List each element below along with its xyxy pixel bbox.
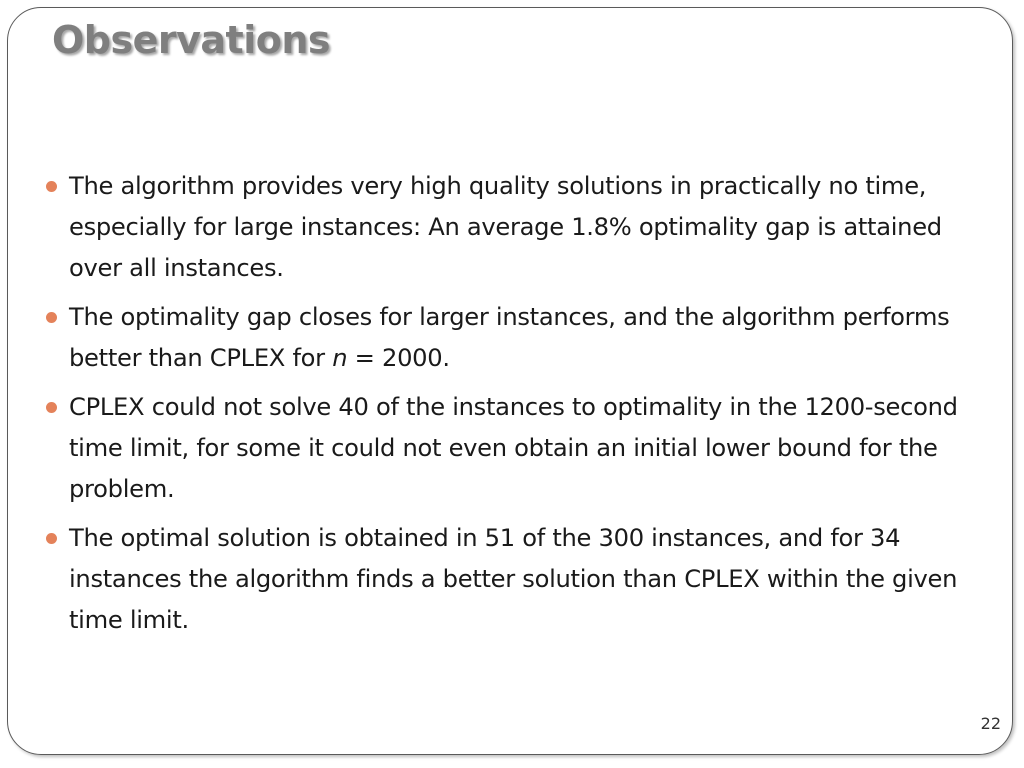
- bullet-item: [44, 297, 964, 379]
- bullet-item: [44, 166, 964, 289]
- bullet-dot-icon: [46, 312, 57, 323]
- bullet-text: CPLEX could not solve 40 of the instances to optimality in the 1200-second time limit, for some it could not even obtain an initial lower bound for the problem.: [69, 393, 958, 503]
- bullet-dot-icon: [46, 533, 57, 544]
- bullet-dot-icon: [46, 402, 57, 413]
- bullet-text: The optimal solution is obtained in 51 of the 300 instances, and for 34 instances the algorithm finds a better solution than CPLEX within the given time limit.: [69, 524, 958, 634]
- bullet-dot-icon: [46, 181, 57, 192]
- bullet-text-before: The optimality gap closes for larger instances, and the algorithm performs better than CPLEX for: [69, 303, 950, 372]
- bullet-text: The algorithm provides very high quality solutions in practically no time, especially for large instances: An average 1.8% optimality gap is attained over all instances.: [69, 172, 942, 282]
- slide-title: Observations: [52, 18, 331, 62]
- bullet-text-after: = 2000.: [347, 344, 450, 372]
- bullet-item: [44, 387, 964, 510]
- bullet-italic-variable: n: [332, 344, 348, 372]
- bullet-item: [44, 518, 964, 641]
- page-number: 22: [980, 714, 1001, 733]
- bullet-list: [44, 166, 964, 649]
